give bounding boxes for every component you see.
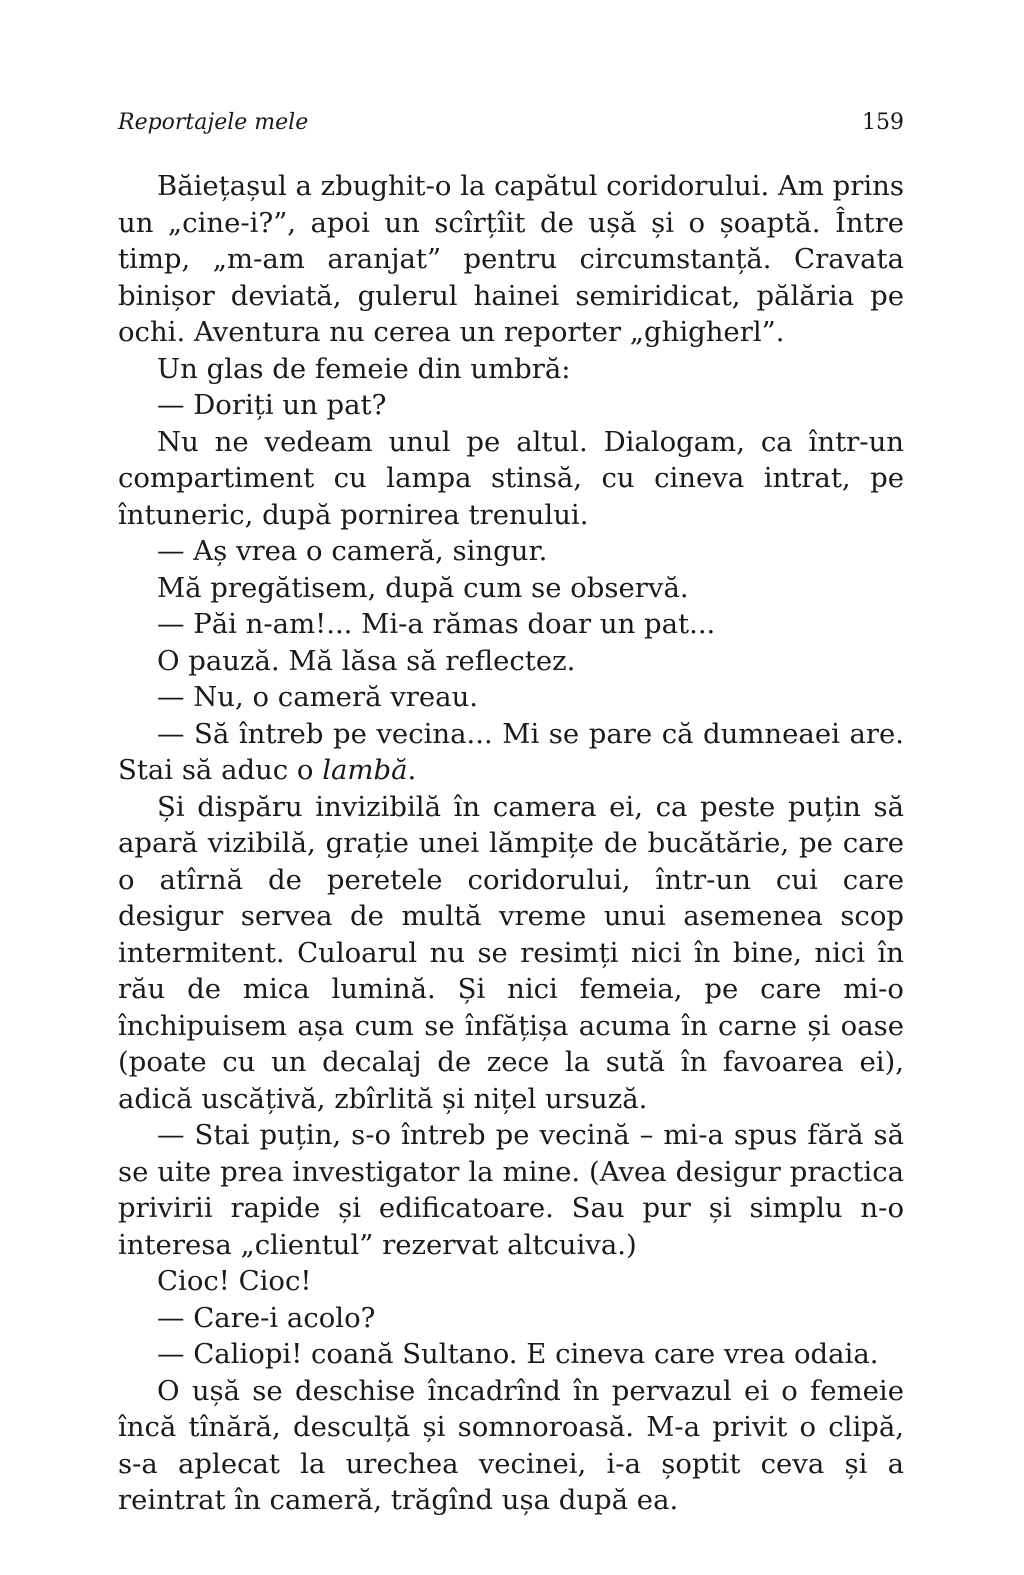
dialogue-line: — Păi n-am!... Mi-a rămas doar un pat...: [157, 608, 716, 640]
paragraph: O ușă se deschise încadrînd în pervazul ei o femeie încă tînără, desculță și somnoroasă. M-a privit o clipă, s-a aplecat la urechea vecinei, i-a șoptit ceva și a reintrat în cameră, trăgînd ușa după ea.: [118, 1374, 904, 1516]
book-page: [118, 110, 904, 1519]
paragraph: Mă pregătisem, după cum se observă.: [157, 571, 689, 604]
dialogue-line: — Care-i acolo?: [157, 1301, 376, 1334]
paragraph: Cioc! Cioc!: [157, 1265, 312, 1297]
paragraph: Un glas de femeie din umbră:: [157, 352, 571, 385]
page-header: [118, 110, 904, 146]
dialogue-line: — Aș vrea o cameră, singur.: [157, 535, 548, 567]
dialogue-line: [118, 716, 904, 789]
dialogue-line: — Nu, o cameră vreau.: [157, 681, 479, 713]
paragraph: O pauză. Mă lăsa să reflectez.: [157, 644, 576, 677]
dialogue-line: — Stai puțin, s-o întreb pe vecină – mi-a spus fără să se uite prea investigator la mine. (Avea desigur practica privirii rapide și edificatoare. Sau pur și simplu n-o interesa „clientul” rezervat altcuiva.): [118, 1119, 904, 1261]
dialogue-line: — Doriți un pat?: [157, 389, 387, 421]
dialogue-text: — Să întreb pe vecina... Mi se pare că dumneaei are. Stai să aduc o: [118, 717, 904, 786]
paragraph: Și dispăru invizibilă în camera ei, ca peste puțin să apară vizibilă, grație unei lămpițe de bucătărie, pe care o atîrnă de peretele coridorului, într-un cui care desigur servea de multă vreme unui asemenea scop intermitent. Culoarul nu se resimți nici în bine, nici în rău de mica lumină. Și nici femeia, pe care mi-o închipuisem așa cum se înfățișa acuma în carne și oase (poate cu un decalaj de zece la sută în favoarea ei), adică uscățivă, zbîrlită și nițel ursuză.: [118, 790, 904, 1115]
paragraph: Băiețașul a zbughit-o la capătul coridorului. Am prins un „cine-i?”, apoi un scîrțîit de ușă și o șoaptă. Între timp, „m-am aranjat” pentru circumstanță. Cravata binișor deviată, gulerul hainei semiridicat, pălăria pe ochi. Aventura nu cerea un reporter „ghigherl”.: [118, 170, 904, 348]
page-number: 159: [862, 110, 904, 135]
italic-word: lambă: [322, 754, 408, 786]
paragraph: Nu ne vedeam unul pe altul. Dialogam, ca într-un compartiment cu lampa stinsă, cu cineva intrat, pe întuneric, după pornirea trenului.: [118, 425, 904, 531]
body-text: [118, 168, 904, 1519]
dialogue-line: — Caliopi! coană Sultano. E cineva care vrea odaia.: [157, 1338, 879, 1370]
running-title: Reportajele mele: [118, 110, 309, 135]
punctuation: .: [407, 754, 417, 786]
